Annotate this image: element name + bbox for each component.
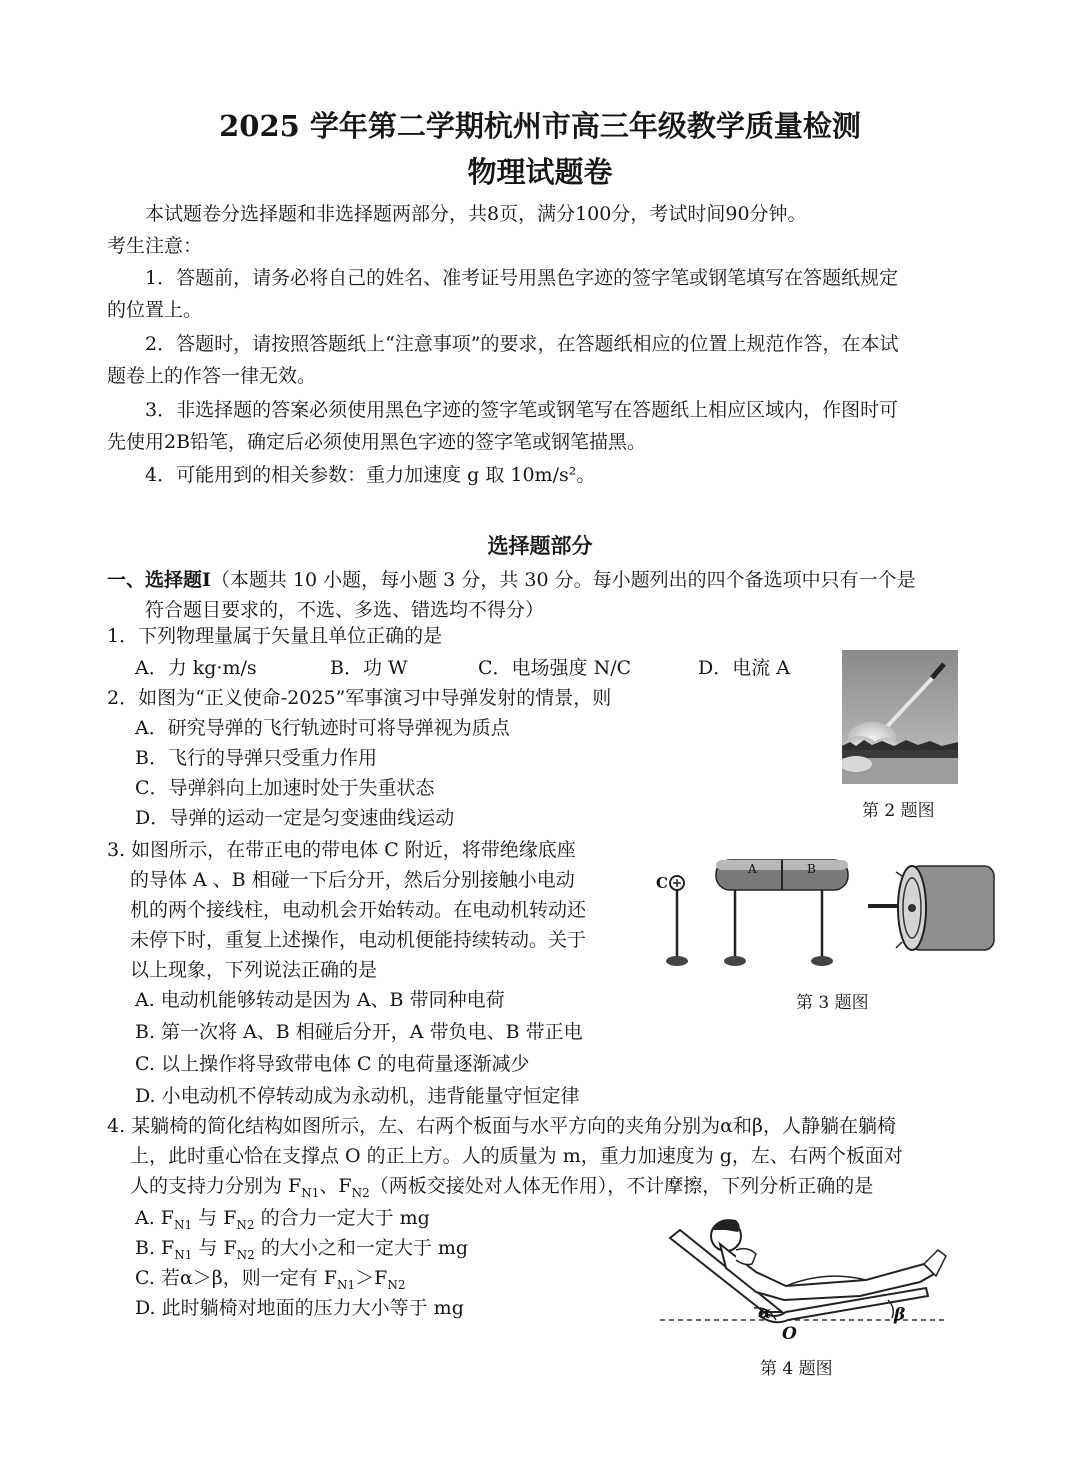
q4-option-d: D. 此时躺椅对地面的压力大小等于 mg <box>135 1297 464 1319</box>
conductors-ab <box>716 860 848 966</box>
notice-item-3a: 3．非选择题的答案必须使用黑色字迹的签字笔或钢笔写在答题纸上相应区域内，作图时可 <box>145 399 899 421</box>
q4-option-c: C. 若α＞β，则一定有 $F_{N1}>F_{N2}$ <box>135 1267 406 1292</box>
q1-option-c: C．电场强度 N/C <box>478 657 632 679</box>
label-c: C <box>656 874 668 892</box>
q4-stem-3: 人的支持力分别为 $F_{N1}$、$F_{N2}$（两板交接处对人体无作用），不计摩擦，下列分析正确的是 <box>130 1175 874 1200</box>
q1-stem: 1．下列物理量属于矢量且单位正确的是 <box>107 625 443 647</box>
q1-option-b: B．功 W <box>330 657 408 679</box>
q2-option-b: B．飞行的导弹只受重力作用 <box>135 747 377 769</box>
q3-option-b: B. 第一次将 A、B 相碰后分开，A 带负电、B 带正电 <box>135 1021 583 1043</box>
q3-option-a: A. 电动机能够转动是因为 A、B 带同种电荷 <box>135 989 505 1011</box>
q4-stem-2: 上，此时重心恰在支撑点 O 的正上方。人的质量为 m，重力加速度为 g，左、右两个板面对 <box>130 1145 903 1167</box>
notice-heading: 考生注意： <box>107 235 203 257</box>
q3-option-c: C. 以上操作将导致带电体 C 的电荷量逐渐减少 <box>135 1053 530 1075</box>
missile-launch-photo <box>842 650 958 784</box>
charged-body-c <box>666 876 688 966</box>
notice-item-2b: 题卷上的作答一律无效。 <box>107 365 317 387</box>
q3-stem-1: 3. 如图所示，在带正电的带电体 C 附近，将带绝缘底座 <box>107 839 576 861</box>
q4-caption: 第 4 题图 <box>760 1359 833 1379</box>
q2-stem: 2．如图为“正义使命-2025”军事演习中导弹发射的情景，则 <box>107 687 612 709</box>
label-alpha: α <box>758 1303 772 1323</box>
q2-option-a: A．研究导弹的飞行轨迹时可将导弹视为质点 <box>135 717 510 739</box>
q4-stem-1: 4. 某躺椅的简化结构如图所示，左、右两个板面与水平方向的夹角分别为α和β，人静躺在躺椅 <box>107 1115 896 1137</box>
q3-stem-3: 机的两个接线柱，电动机会开始转动。在电动机转动还 <box>130 899 587 921</box>
q3-stem-4: 未停下时，重复上述操作，电动机便能持续转动。关于 <box>130 929 587 951</box>
q2-option-d: D．导弹的运动一定是匀变速曲线运动 <box>135 807 455 829</box>
notice-item-1b: 的位置上。 <box>107 299 203 321</box>
label-o: O <box>782 1324 797 1344</box>
q3-caption: 第 3 题图 <box>796 993 869 1013</box>
section-desc-b: 符合题目要求的，不选、多选、错选均不得分） <box>145 599 545 621</box>
section-label: 一、选择题I <box>107 569 211 591</box>
notice-item-4: 4．可能用到的相关参数：重力加速度 g 取 10m/s²。 <box>145 464 596 486</box>
label-a: A <box>748 862 757 876</box>
q4-option-b: B. $F_{N1}$ 与 $F_{N2}$ 的大小之和一定大于 mg <box>135 1237 469 1262</box>
q3-stem-2: 的导体 A 、B 相碰一下后分开，然后分别接触小电动 <box>130 869 575 891</box>
section-title: 选择题部分 <box>487 533 593 558</box>
intro-text: 本试题卷分选择题和非选择题两部分，共8页，满分100分，考试时间90分钟。 <box>145 203 807 225</box>
notice-item-2a: 2．答题时，请按照答题纸上“注意事项”的要求，在答题纸相应的位置上规范作答，在本试 <box>145 333 899 355</box>
q4-recliner-figure <box>656 1208 956 1344</box>
q2-option-c: C．导弹斜向上加速时处于失重状态 <box>135 777 435 799</box>
q1-option-a: A．力 kg·m/s <box>135 657 257 679</box>
section-desc-a: （本题共 10 小题，每小题 3 分，共 30 分。每小题列出的四个备选项中只有一个是 <box>210 569 916 591</box>
q3-stem-5: 以上现象，下列说法正确的是 <box>130 959 378 981</box>
q3-apparatus-figure <box>650 846 1000 972</box>
notice-item-1a: 1．答题前，请务必将自己的姓名、准考证号用黑色字迹的签字笔或钢笔填写在答题纸规定 <box>145 267 899 289</box>
q4-option-a: A. $F_{N1}$ 与 $F_{N2}$ 的合力一定大于 mg <box>135 1207 430 1232</box>
q1-option-d: D．电流 A <box>698 657 790 679</box>
q2-caption: 第 2 题图 <box>862 801 935 821</box>
label-b: B <box>807 862 816 876</box>
small-motor <box>868 866 994 950</box>
label-beta: β <box>894 1305 906 1325</box>
exam-subtitle: 物理试题卷 <box>467 155 613 189</box>
q3-option-d: D. 小电动机不停转动成为永动机，违背能量守恒定律 <box>135 1085 580 1107</box>
notice-item-3b: 先使用2B铅笔，确定后必须使用黑色字迹的签字笔或钢笔描黑。 <box>107 431 647 453</box>
exam-title: 2025 学年第二学期杭州市高三年级教学质量检测 <box>219 109 861 143</box>
